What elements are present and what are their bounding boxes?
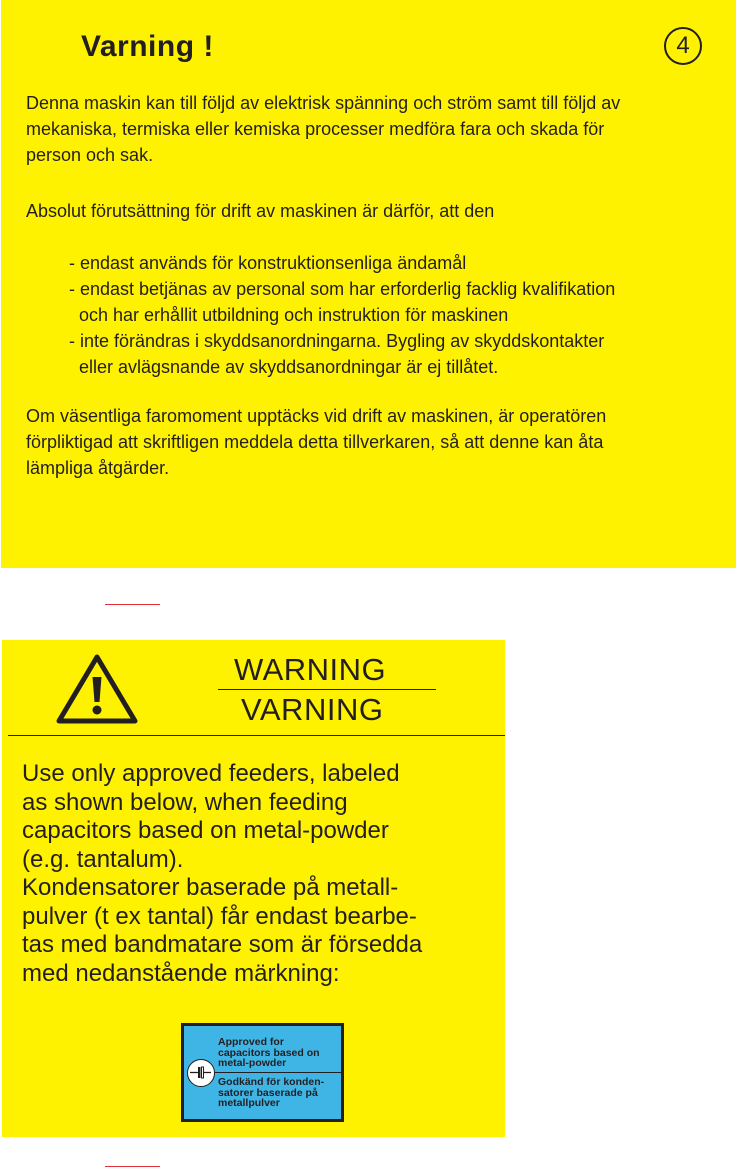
red-divider: [105, 604, 160, 605]
instruction-line: tas med bandmatare som är försedda: [22, 931, 423, 958]
instruction-line: pulver (t ex tantal) får endast bearbe-: [22, 902, 417, 930]
feeder-instructions: [22, 760, 422, 988]
list-item: - endast betjänas av personal som har erforderlig facklig kvalifikation: [69, 279, 616, 299]
label-text-en: Approved for capacitors based on metal-powder: [218, 1036, 320, 1069]
page-number-badge: 4: [664, 27, 702, 65]
warning-panel-general: [1, 0, 736, 568]
closing-paragraph: [26, 403, 606, 481]
instruction-line: capacitors based on metal-powder: [22, 817, 389, 844]
intro-line: person och sak.: [26, 145, 154, 165]
instruction-line: as shown below, when feeding: [22, 788, 348, 816]
requirement-list: [69, 250, 615, 380]
closing-line: lämpliga åtgärder.: [26, 458, 170, 478]
warning-triangle-icon: [54, 652, 140, 726]
closing-line: Om väsentliga faromoment upptäcks vid drift av maskinen, är operatören: [26, 406, 607, 426]
heading-divider: [218, 689, 436, 690]
warning-heading-sv: VARNING: [241, 692, 384, 727]
instruction-line: (e.g. tantalum).: [22, 845, 184, 873]
intro-paragraph: [26, 90, 620, 168]
capacitor-icon: [187, 1059, 215, 1087]
requirement-lead: Absolut förutsättning för drift av maskinen är därför, att den: [26, 201, 495, 221]
intro-line: Denna maskin kan till följd av elektrisk spänning och ström samt till följd av: [26, 93, 621, 113]
header-rule: [8, 735, 505, 736]
intro-line: mekaniska, termiska eller kemiska processer medföra fara och skada för: [26, 119, 605, 139]
label-text-sv: Godkänd för konden- satorer baserade på metallpulver: [218, 1076, 325, 1109]
label-divider: [215, 1072, 341, 1073]
instruction-line: Kondensatorer baserade på metall-: [22, 874, 399, 901]
list-item: - inte förändras i skyddsanordningarna. Bygling av skyddskontakter: [69, 331, 605, 351]
instruction-line: Use only approved feeders, labeled: [22, 760, 400, 787]
instruction-line: med nedanstående märkning:: [22, 959, 340, 987]
panel-title: Varning !: [81, 30, 214, 63]
warning-panel-feeders: [2, 640, 505, 1137]
warning-heading-en: WARNING: [234, 652, 387, 687]
approved-feeder-label: [181, 1023, 344, 1122]
list-item: och har erhållit utbildning och instruktion för maskinen: [69, 305, 509, 325]
list-item: - endast används för konstruktionsenliga ändamål: [69, 253, 467, 273]
closing-line: förpliktigad att skriftligen meddela detta tillverkaren, så att denne kan åta: [26, 432, 604, 452]
red-divider: [105, 1166, 160, 1167]
list-item: eller avlägsnande av skyddsanordningar är ej tillåtet.: [69, 357, 499, 377]
